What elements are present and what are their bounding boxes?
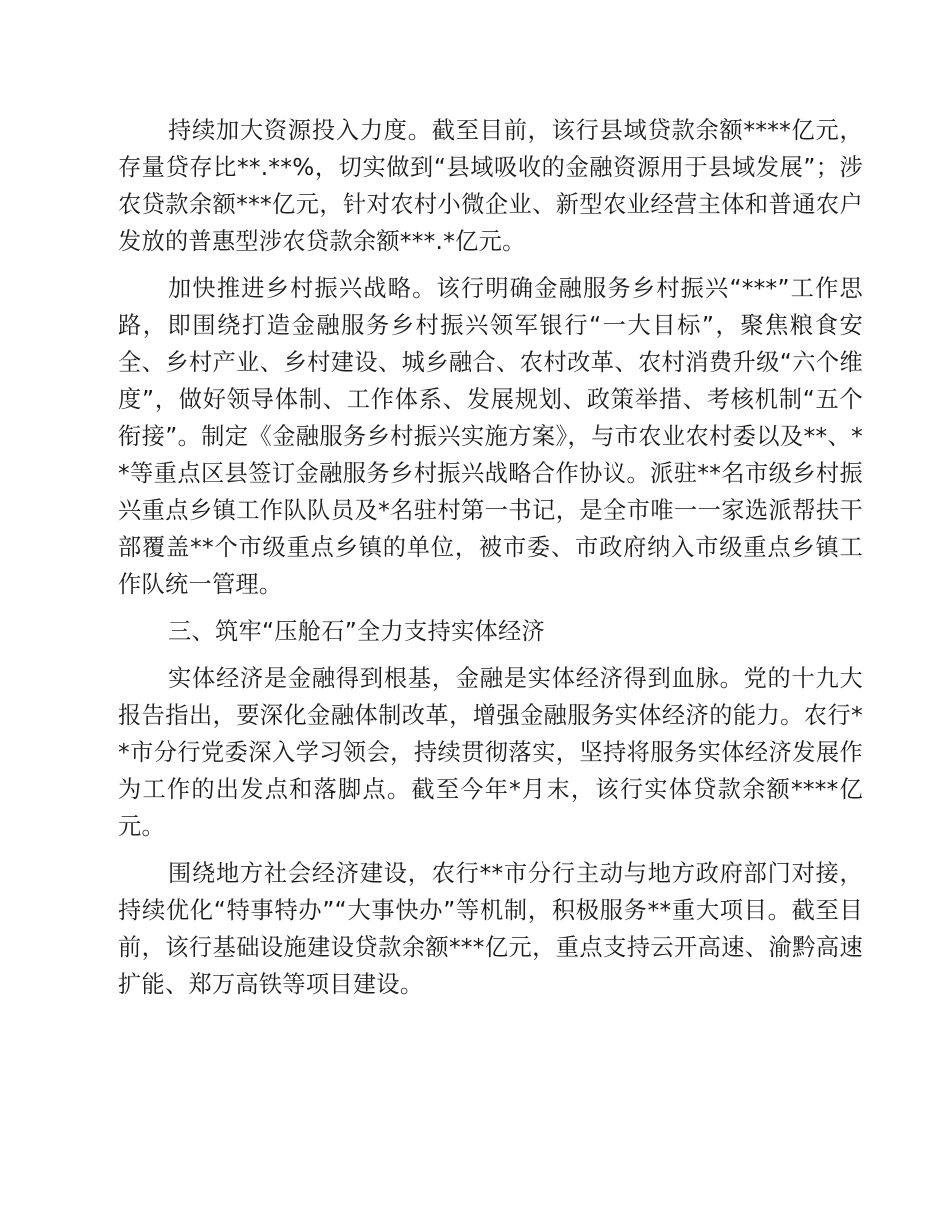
- paragraph-resource-investment: 持续加大资源投入力度。截至目前，该行县域贷款余额****亿元，存量贷存比**.**%，切实做到“县域吸收的金融资源用于县域发展”；涉农贷款余额***亿元，针对农村小微企业、新型农业经营主体和普通农户发放的普惠型涉农贷款余额***.*亿元。: [118, 117, 863, 255]
- document-page: [118, 112, 863, 1013]
- paragraph-rural-revitalization: 加快推进乡村振兴战略。该行明确金融服务乡村振兴“***”工作思路，即围绕打造金融服务乡村振兴领军银行“一大目标”，聚焦粮食安全、乡村产业、乡村建设、城乡融合、农村改革、农村消费升级“六个维度”，做好领导体制、工作体系、发展规划、政策举措、考核机制“五个衔接”。制定《金融服务乡村振兴实施方案》，与市农业农村委以及**、**等重点区县签订金融服务乡村振兴战略合作协议。派驻**名市级乡村振兴重点乡镇工作队队员及*名驻村第一书记，是全市唯一一家选派帮扶干部覆盖**个市级重点乡镇的单位，被市委、市政府纳入市级重点乡镇工作队统一管理。: [118, 275, 863, 598]
- section-heading: 三、筑牢“压舱石”全力支持实体经济: [168, 618, 545, 645]
- paragraph-real-economy: 实体经济是金融得到根基，金融是实体经济得到血脉。党的十九大报告指出，要深化金融体制改革，增强金融服务实体经济的能力。农行**市分行党委深入学习领会，持续贯彻落实，坚持将服务实体经济发展作为工作的出发点和落脚点。截至今年*月末，该行实体贷款余额****亿元。: [118, 665, 863, 840]
- paragraph-infrastructure: 围绕地方社会经济建设，农行**市分行主动与地方政府部门对接，持续优化“特事特办”“大事快办”等机制，积极服务**重大项目。截至目前，该行基础设施建设贷款余额***亿元，重点支持云开高速、渝黔高速扩能、郑万高铁等项目建设。: [118, 860, 863, 998]
